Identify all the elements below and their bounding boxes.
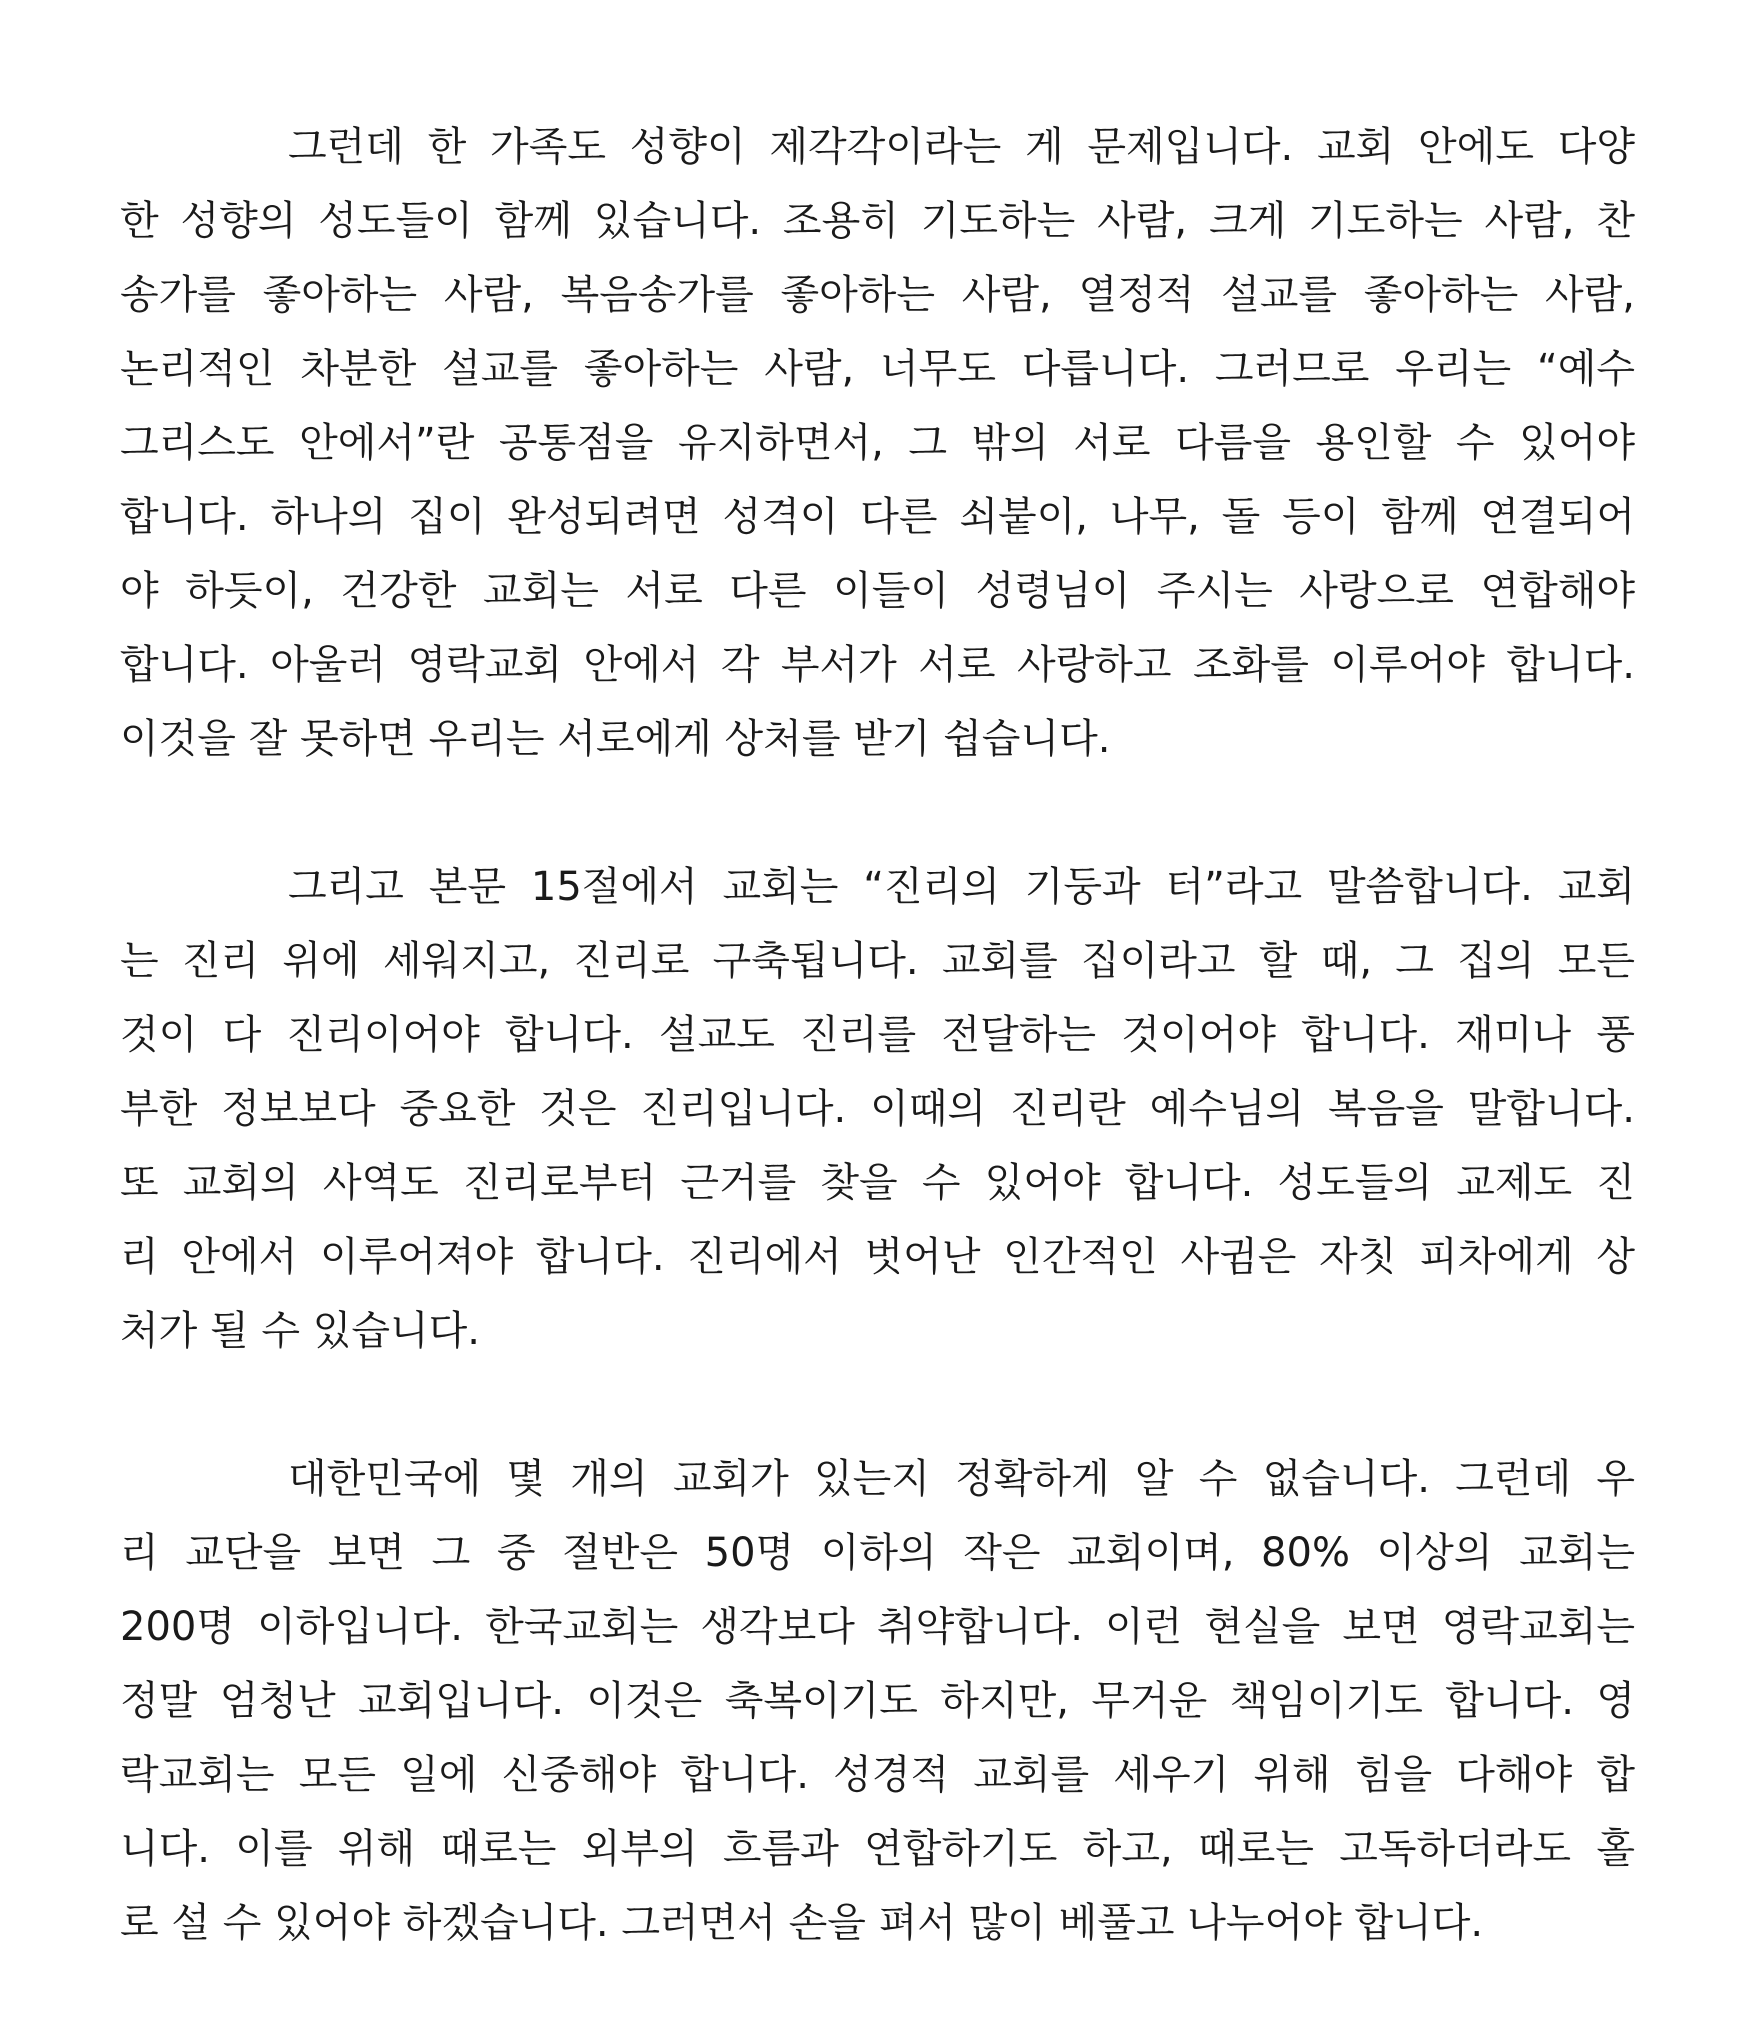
paragraph-3 [120, 1442, 1635, 1960]
text-line: 송가를 좋아하는 사람, 복음송가를 좋아하는 사람, 열정적 설교를 좋아하는 사람, [120, 272, 1635, 318]
text-line: 락교회는 모든 일에 신중해야 합니다. 성경적 교회를 세우기 위해 힘을 다해야 합 [120, 1752, 1635, 1798]
text-line: 로 설 수 있어야 하겠습니다. 그러면서 손을 펴서 많이 베풀고 나누어야 합니다. [120, 1900, 1484, 1946]
text-line: 야 하듯이, 건강한 교회는 서로 다른 이들이 성령님이 주시는 사랑으로 연합해야 [120, 568, 1635, 614]
text-line: 정말 엄청난 교회입니다. 이것은 축복이기도 하지만, 무거운 책임이기도 합니다. 영 [120, 1678, 1635, 1724]
text-line: 처가 될 수 있습니다. [120, 1308, 480, 1354]
text-line: 부한 정보보다 중요한 것은 진리입니다. 이때의 진리란 예수님의 복음을 말합니다. [120, 1086, 1635, 1132]
text-line: 합니다. 아울러 영락교회 안에서 각 부서가 서로 사랑하고 조화를 이루어야 합니다. [120, 642, 1635, 688]
paragraph-1 [120, 110, 1635, 776]
text-line: 200명 이하입니다. 한국교회는 생각보다 취약합니다. 이런 현실을 보면 영락교회는 [120, 1604, 1635, 1650]
text-line: 논리적인 차분한 설교를 좋아하는 사람, 너무도 다릅니다. 그러므로 우리는 “예수 [120, 346, 1635, 392]
text-line: 그런데 한 가족도 성향이 제각각이라는 게 문제입니다. 교회 안에도 다양 [288, 124, 1635, 170]
text-line: 한 성향의 성도들이 함께 있습니다. 조용히 기도하는 사람, 크게 기도하는 사람, 찬 [120, 198, 1635, 244]
text-line: 이것을 잘 못하면 우리는 서로에게 상처를 받기 쉽습니다. [120, 716, 1111, 762]
paragraph-2 [120, 850, 1635, 1368]
text-line: 그리고 본문 15절에서 교회는 “진리의 기둥과 터”라고 말씀합니다. 교회 [288, 864, 1635, 910]
text-line: 합니다. 하나의 집이 완성되려면 성격이 다른 쇠붙이, 나무, 돌 등이 함께 연결되어 [120, 494, 1635, 540]
text-line: 또 교회의 사역도 진리로부터 근거를 찾을 수 있어야 합니다. 성도들의 교제도 진 [120, 1160, 1635, 1206]
text-line: 리 교단을 보면 그 중 절반은 50명 이하의 작은 교회이며, 80% 이상의 교회는 [120, 1530, 1635, 1576]
text-line: 리 안에서 이루어져야 합니다. 진리에서 벗어난 인간적인 사귐은 자칫 피차에게 상 [120, 1234, 1635, 1280]
document-page [120, 110, 1635, 1960]
text-line: 는 진리 위에 세워지고, 진리로 구축됩니다. 교회를 집이라고 할 때, 그 집의 모든 [120, 938, 1635, 984]
text-line: 그리스도 안에서”란 공통점을 유지하면서, 그 밖의 서로 다름을 용인할 수 있어야 [120, 420, 1635, 466]
text-line: 대한민국에 몇 개의 교회가 있는지 정확하게 알 수 없습니다. 그런데 우 [288, 1456, 1635, 1502]
text-line: 것이 다 진리이어야 합니다. 설교도 진리를 전달하는 것이어야 합니다. 재미나 풍 [120, 1012, 1635, 1058]
text-line: 니다. 이를 위해 때로는 외부의 흐름과 연합하기도 하고, 때로는 고독하더라도 홀 [120, 1826, 1635, 1872]
